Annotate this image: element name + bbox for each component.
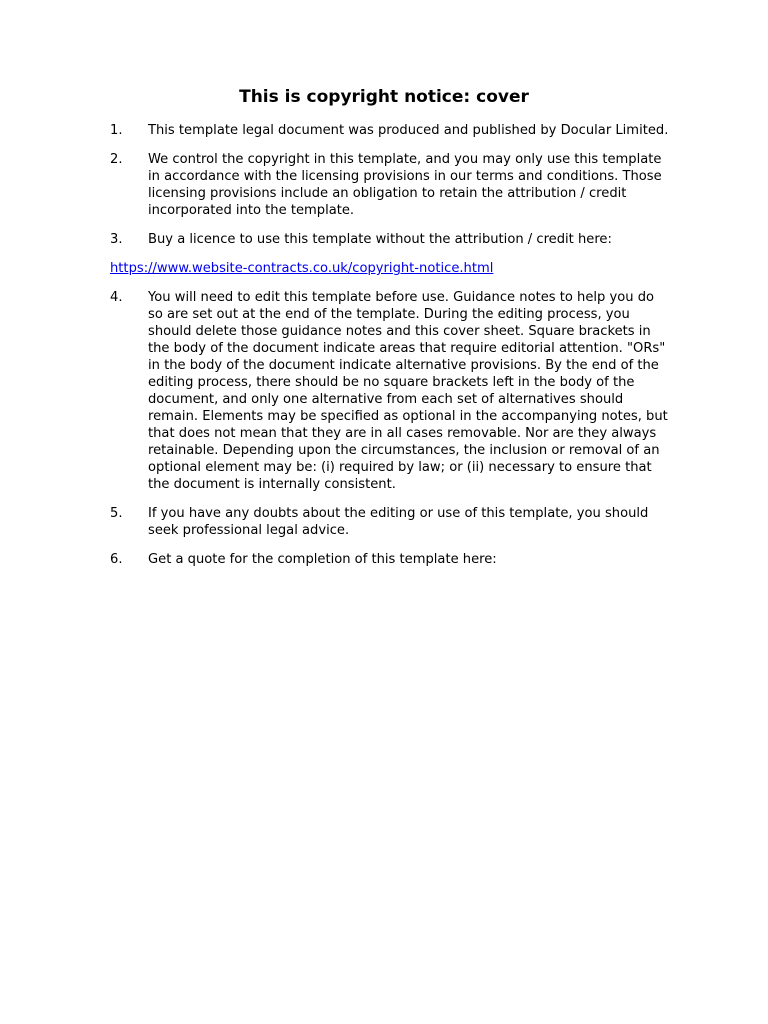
- link-line: [110, 260, 670, 277]
- item-number: 2.: [110, 152, 123, 167]
- item-text: You will need to edit this template before use. Guidance notes to help you do so are set out at the end of the template. During the editing process, you should delete those guidance notes and this cover sheet. Square brackets in the body of the document indicate areas that require editorial attention. "ORs" in the body of the document indicate alternative provisions. By the end of the editing process, there should be no square brackets left in the body of the document, and only one alternative from each set of alternatives should remain. Elements may be specified as optional in the accompanying notes, but that does not mean that they are in all cases removable. Nor are they always retainable. Depending upon the circumstances, the inclusion or removal of an optional element may be: (i) required by law; or (ii) necessary to ensure that the document is internally consistent.: [148, 290, 668, 492]
- list-item: [110, 505, 670, 539]
- item-number: 5.: [110, 506, 123, 521]
- list-item: [110, 289, 670, 493]
- item-text: We control the copyright in this template, and you may only use this template in accordance with the licensing provisions in our terms and conditions. Those licensing provisions include an obligation to retain the attribution / credit incorporated into the template.: [148, 152, 662, 218]
- item-number: 3.: [110, 232, 123, 247]
- list-item: [110, 151, 670, 219]
- list-item: [110, 122, 670, 139]
- item-text: Buy a licence to use this template without the attribution / credit here:: [148, 232, 612, 247]
- item-number: 6.: [110, 552, 123, 567]
- item-number: 4.: [110, 290, 123, 305]
- document-body: [110, 122, 670, 580]
- list-item: [110, 231, 670, 248]
- document-title: This is copyright notice: cover: [239, 87, 529, 107]
- item-text: This template legal document was produced and published by Docular Limited.: [148, 123, 669, 138]
- item-text: Get a quote for the completion of this template here:: [148, 552, 497, 567]
- copyright-notice-link[interactable]: https://www.website-contracts.co.uk/copyright-notice.html: [110, 261, 494, 276]
- item-text: If you have any doubts about the editing or use of this template, you should seek professional legal advice.: [148, 506, 649, 538]
- list-item: [110, 551, 670, 568]
- item-number: 1.: [110, 123, 123, 138]
